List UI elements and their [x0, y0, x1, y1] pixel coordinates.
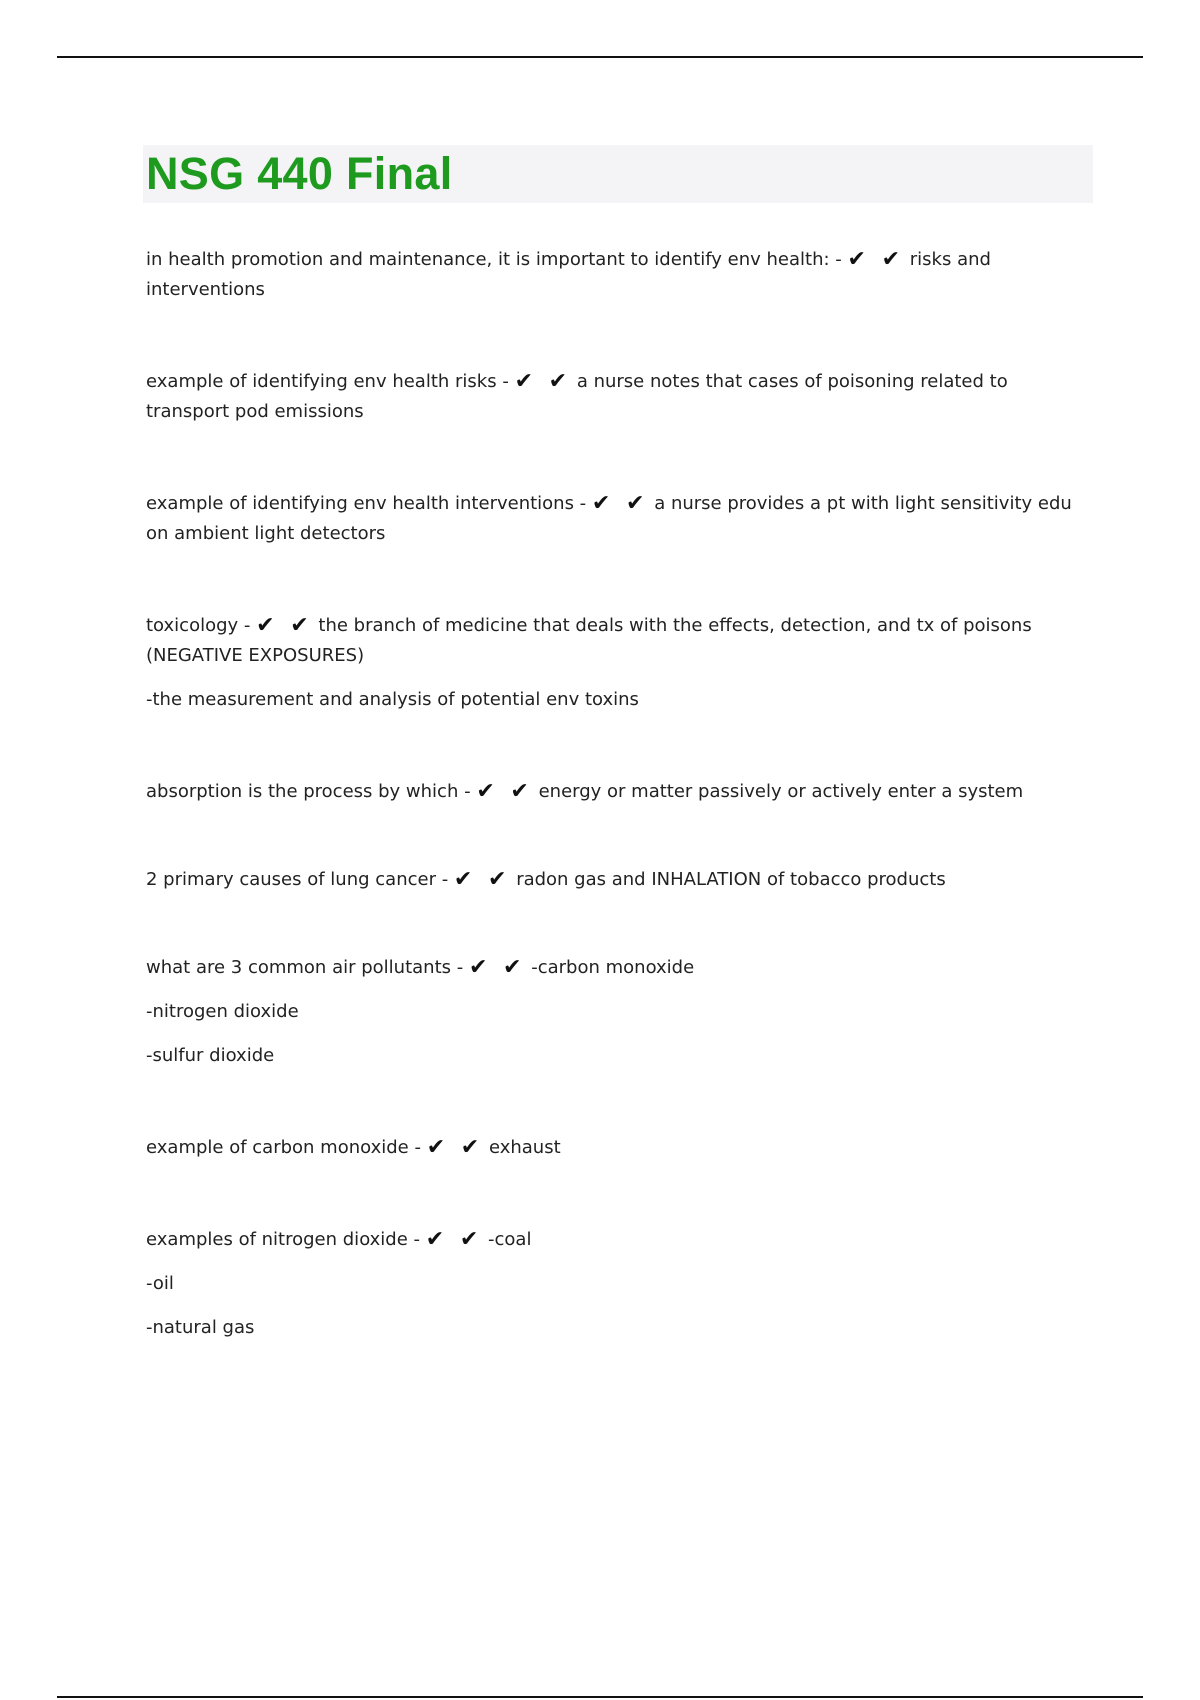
- qa-item: [146, 489, 1096, 549]
- question-text: example of identifying env health interventions -: [146, 493, 587, 514]
- answer-text: risks and interventions: [146, 249, 991, 300]
- qa-item: [146, 865, 1096, 895]
- top-rule: [57, 56, 1143, 58]
- qa-line: [146, 245, 1096, 305]
- qa-item: [146, 611, 1096, 715]
- qa-item: [146, 245, 1096, 305]
- double-check-icon: ✔ ✔: [514, 369, 572, 394]
- answer-text: radon gas and INHALATION of tobacco products: [516, 869, 946, 890]
- double-check-icon: ✔ ✔: [476, 779, 533, 804]
- answer-extra-line: -natural gas: [146, 1317, 255, 1338]
- double-check-icon: ✔ ✔: [591, 491, 649, 516]
- answer-text: a nurse notes that cases of poisoning related to transport pod emissions: [146, 371, 1008, 422]
- qa-list: [146, 245, 1096, 1343]
- answer-extra-line: -oil: [146, 1273, 174, 1294]
- answer-text: energy or matter passively or actively enter a system: [538, 781, 1024, 802]
- question-text: example of identifying env health risks -: [146, 371, 509, 392]
- answer-text: -carbon monoxide: [531, 957, 695, 978]
- double-check-icon: ✔ ✔: [426, 1135, 484, 1160]
- question-text: example of carbon monoxide -: [146, 1137, 421, 1158]
- question-text: what are 3 common air pollutants -: [146, 957, 464, 978]
- title-banner: [143, 145, 1093, 203]
- qa-line: [146, 865, 1096, 895]
- qa-line: [146, 611, 1096, 671]
- qa-item: [146, 1133, 1096, 1163]
- answer-extra-line: -sulfur dioxide: [146, 1045, 275, 1066]
- answer-text: exhaust: [488, 1137, 561, 1158]
- double-check-icon: ✔ ✔: [847, 247, 905, 272]
- answer-text: a nurse provides a pt with light sensitivity edu on ambient light detectors: [146, 493, 1072, 544]
- qa-line: [146, 777, 1096, 807]
- document-title: NSG 440 Final: [146, 148, 453, 199]
- question-text: examples of nitrogen dioxide -: [146, 1229, 421, 1250]
- qa-line: [146, 953, 1096, 983]
- double-check-icon: ✔ ✔: [425, 1227, 483, 1252]
- question-text: absorption is the process by which -: [146, 781, 471, 802]
- double-check-icon: ✔ ✔: [453, 867, 511, 892]
- qa-item: [146, 953, 1096, 1071]
- answer-extra-line: -the measurement and analysis of potential env toxins: [146, 689, 639, 710]
- double-check-icon: ✔ ✔: [468, 955, 526, 980]
- qa-line: [146, 489, 1096, 549]
- question-text: toxicology -: [146, 615, 251, 636]
- answer-text: the branch of medicine that deals with the effects, detection, and tx of poisons (NEGATIVE EXPOSURES): [146, 615, 1032, 666]
- qa-item: [146, 367, 1096, 427]
- qa-line: [146, 1225, 1096, 1255]
- qa-line: [146, 1133, 1096, 1163]
- qa-item: [146, 777, 1096, 807]
- qa-item: [146, 1225, 1096, 1343]
- double-check-icon: ✔ ✔: [256, 613, 313, 638]
- bottom-rule: [57, 1696, 1143, 1698]
- answer-text: -coal: [488, 1229, 532, 1250]
- qa-line: [146, 367, 1096, 427]
- question-text: in health promotion and maintenance, it is important to identify env health: -: [146, 249, 842, 270]
- answer-extra-line: -nitrogen dioxide: [146, 1001, 299, 1022]
- question-text: 2 primary causes of lung cancer -: [146, 869, 449, 890]
